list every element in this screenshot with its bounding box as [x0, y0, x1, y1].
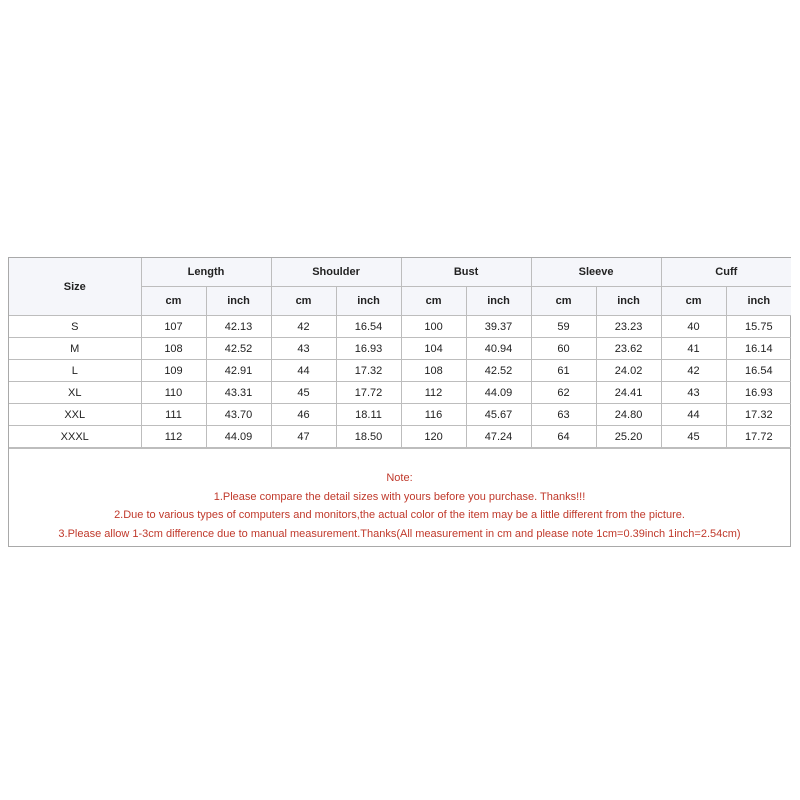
inch-value-cell: 39.37 — [466, 316, 531, 338]
group-header-length: Length — [141, 258, 271, 287]
unit-header-cm: cm — [141, 287, 206, 316]
cm-value-cell: 45 — [271, 382, 336, 404]
inch-value-cell: 23.62 — [596, 338, 661, 360]
size-chart — [8, 257, 791, 547]
cm-value-cell: 41 — [661, 338, 726, 360]
size-cell: S — [9, 316, 141, 338]
inch-value-cell: 40.94 — [466, 338, 531, 360]
unit-header-inch: inch — [336, 287, 401, 316]
inch-value-cell: 44.09 — [466, 382, 531, 404]
table-row — [9, 404, 791, 426]
size-cell: L — [9, 360, 141, 382]
note-line-2: 2.Due to various types of computers and monitors,the actual color of the item may be a little different from the picture. — [114, 509, 685, 521]
cm-value-cell: 112 — [141, 426, 206, 448]
group-header-bust: Bust — [401, 258, 531, 287]
table-row — [9, 382, 791, 404]
inch-value-cell: 24.80 — [596, 404, 661, 426]
inch-value-cell: 42.52 — [206, 338, 271, 360]
cm-value-cell: 47 — [271, 426, 336, 448]
group-header-sleeve: Sleeve — [531, 258, 661, 287]
inch-value-cell: 47.24 — [466, 426, 531, 448]
table-row — [9, 338, 791, 360]
unit-header-cm: cm — [661, 287, 726, 316]
note-line-1: 1.Please compare the detail sizes with yours before you purchase. Thanks!!! — [213, 490, 586, 503]
group-header-shoulder: Shoulder — [271, 258, 401, 287]
inch-value-cell: 42.52 — [466, 360, 531, 382]
cm-value-cell: 44 — [661, 404, 726, 426]
unit-header-inch: inch — [466, 287, 531, 316]
cm-value-cell: 46 — [271, 404, 336, 426]
cm-value-cell: 42 — [661, 360, 726, 382]
notes-section — [9, 448, 790, 546]
inch-value-cell: 16.54 — [726, 360, 791, 382]
inch-value-cell: 17.32 — [726, 404, 791, 426]
size-cell: M — [9, 338, 141, 360]
cm-value-cell: 107 — [141, 316, 206, 338]
inch-value-cell: 44.09 — [206, 426, 271, 448]
cm-value-cell: 64 — [531, 426, 596, 448]
cm-value-cell: 120 — [401, 426, 466, 448]
size-cell: XL — [9, 382, 141, 404]
cm-value-cell: 44 — [271, 360, 336, 382]
inch-value-cell: 16.93 — [336, 338, 401, 360]
inch-value-cell: 23.23 — [596, 316, 661, 338]
unit-header-inch: inch — [596, 287, 661, 316]
inch-value-cell: 17.72 — [336, 382, 401, 404]
inch-value-cell: 16.54 — [336, 316, 401, 338]
notes-title: Note: — [386, 472, 413, 484]
inch-value-cell: 17.32 — [336, 360, 401, 382]
table-row — [9, 426, 791, 448]
cm-value-cell: 116 — [401, 404, 466, 426]
table-row — [9, 316, 791, 338]
unit-header-cm: cm — [271, 287, 336, 316]
inch-value-cell: 42.91 — [206, 360, 271, 382]
cm-value-cell: 43 — [661, 382, 726, 404]
cm-value-cell: 112 — [401, 382, 466, 404]
cm-value-cell: 109 — [141, 360, 206, 382]
cm-value-cell: 110 — [141, 382, 206, 404]
inch-value-cell: 25.20 — [596, 426, 661, 448]
inch-value-cell: 43.70 — [206, 404, 271, 426]
cm-value-cell: 61 — [531, 360, 596, 382]
cm-value-cell: 100 — [401, 316, 466, 338]
cm-value-cell: 60 — [531, 338, 596, 360]
size-cell: XXXL — [9, 426, 141, 448]
table-row — [9, 360, 791, 382]
cm-value-cell: 43 — [271, 338, 336, 360]
cm-value-cell: 62 — [531, 382, 596, 404]
unit-header-inch: inch — [726, 287, 791, 316]
cm-value-cell: 45 — [661, 426, 726, 448]
cm-value-cell: 59 — [531, 316, 596, 338]
inch-value-cell: 17.72 — [726, 426, 791, 448]
table-header — [9, 258, 791, 316]
inch-value-cell: 15.75 — [726, 316, 791, 338]
cm-value-cell: 40 — [661, 316, 726, 338]
inch-value-cell: 16.93 — [726, 382, 791, 404]
group-header-cuff: Cuff — [661, 258, 791, 287]
cm-value-cell: 108 — [401, 360, 466, 382]
size-cell: XXL — [9, 404, 141, 426]
size-column-header: Size — [9, 258, 141, 316]
table-body — [9, 316, 791, 448]
inch-value-cell: 43.31 — [206, 382, 271, 404]
cm-value-cell: 108 — [141, 338, 206, 360]
inch-value-cell: 18.11 — [336, 404, 401, 426]
cm-value-cell: 42 — [271, 316, 336, 338]
unit-header-cm: cm — [401, 287, 466, 316]
inch-value-cell: 16.14 — [726, 338, 791, 360]
unit-header-cm: cm — [531, 287, 596, 316]
size-table — [9, 258, 791, 448]
inch-value-cell: 45.67 — [466, 404, 531, 426]
cm-value-cell: 63 — [531, 404, 596, 426]
inch-value-cell: 18.50 — [336, 426, 401, 448]
inch-value-cell: 24.41 — [596, 382, 661, 404]
unit-header-inch: inch — [206, 287, 271, 316]
cm-value-cell: 104 — [401, 338, 466, 360]
inch-value-cell: 24.02 — [596, 360, 661, 382]
note-line-3: 3.Please allow 1-3cm difference due to manual measurement.Thanks(All measurement in cm and please note 1cm=0.39inch 1inch=2.54cm) — [58, 527, 741, 540]
inch-value-cell: 42.13 — [206, 316, 271, 338]
cm-value-cell: 111 — [141, 404, 206, 426]
